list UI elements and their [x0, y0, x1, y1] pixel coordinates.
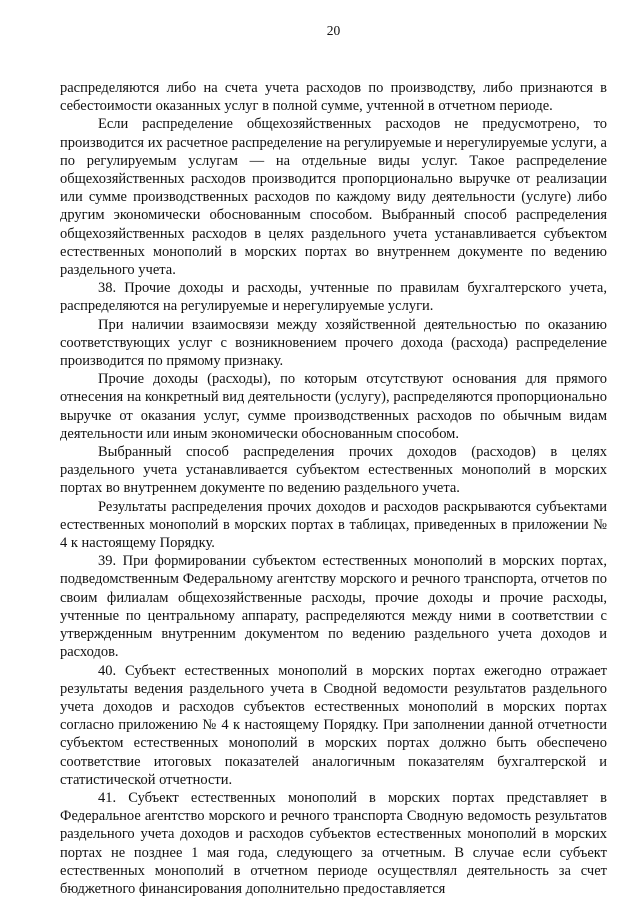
- paragraph-clause-39: 39. При формировании субъектом естественных монополий в морских портах, подведомственным Федеральному агентству морского и речного транспорта, отчетов по своим филиалам общехозяйственные расходы, прочие доходы и прочие расходы, учтенные по центральному аппарату, распределяются между ними в соответствии с утвержденным внутренним документом по ведению раздельного учета доходов и расходов.: [60, 553, 607, 661]
- page-number: 20: [326, 23, 341, 38]
- paragraph-clause-40: 40. Субъект естественных монополий в морских портах ежегодно отражает результаты ведения раздельного учета в Сводной ведомости результатов раздельного учета доходов и расходов субъектов естественных монополий в морских портах согласно приложению № 4 к настоящему Порядку. При заполнении данной отчетности субъектом естественных монополий в морских портах должно быть обеспечено соответствие итоговых показателей аналогичным показателям бухгалтерской и статистической отчетности.: [60, 662, 607, 788]
- paragraph-overhead-allocation: Если распределение общехозяйственных расходов не предусмотрено, то производится их расчетное распределение на регулируемые и нерегулируемые услуги, а по регулируемым услугам — на отдельные виды услуг. Такое распределение общехозяйственных расходов производится пропорционально выручке от реализации или сумме производственных расходов по каждому виду деятельности (услуге) либо другим экономически обоснованным способом. Выбранный способ распределения общехозяйственных расходов в целях раздельного учета устанавливается субъектом естественных монополий в морских портах во внутреннем документе по ведению раздельного учета.: [60, 116, 607, 279]
- paragraph-continuation: распределяются либо на счета учета расходов по производству, либо признаются в себестоимости оказанных услуг в полной сумме, учтенной в отчетном периоде.: [60, 80, 607, 115]
- paragraph-proportional-allocation: Прочие доходы (расходы), по которым отсутствуют основания для прямого отнесения на конкретный вид деятельности (услугу), распределяются пропорционально выручке от оказания услуг, сумме производственных расходов по обычным видам деятельности или иным экономически обоснованным способом.: [60, 371, 607, 442]
- paragraph-results-disclosure: Результаты распределения прочих доходов и расходов раскрываются субъектами естественных монополий в морских портах в таблицах, приведенных в приложении № 4 к настоящему Порядку.: [60, 498, 607, 552]
- paragraph-clause-38: 38. Прочие доходы и расходы, учтенные по правилам бухгалтерского учета, распределяются на регулируемые и нерегулируемые услуги.: [60, 280, 607, 315]
- document-body: [60, 79, 607, 898]
- paragraph-chosen-method: Выбранный способ распределения прочих доходов (расходов) в целях раздельного учета устанавливается субъектом естественных монополий в морских портах во внутреннем документе по ведению раздельного учета.: [60, 444, 607, 497]
- paragraph-clause-41: 41. Субъект естественных монополий в морских портах представляет в Федеральное агентство морского и речного транспорта Сводную ведомость результатов раздельного учета доходов и расходов субъектов естественных монополий в морских портах не позднее 1 мая года, следующего за отчетным. В случае если субъект естественных монополий в отчетном периоде осуществлял деятельность за счет бюджетного финансирования дополнительно предоставляется: [60, 789, 607, 897]
- paragraph-direct-attribution: При наличии взаимосвязи между хозяйственной деятельностью по оказанию соответствующих услуг с возникновением прочего дохода (расхода) распределение производится по прямому признаку.: [60, 316, 607, 370]
